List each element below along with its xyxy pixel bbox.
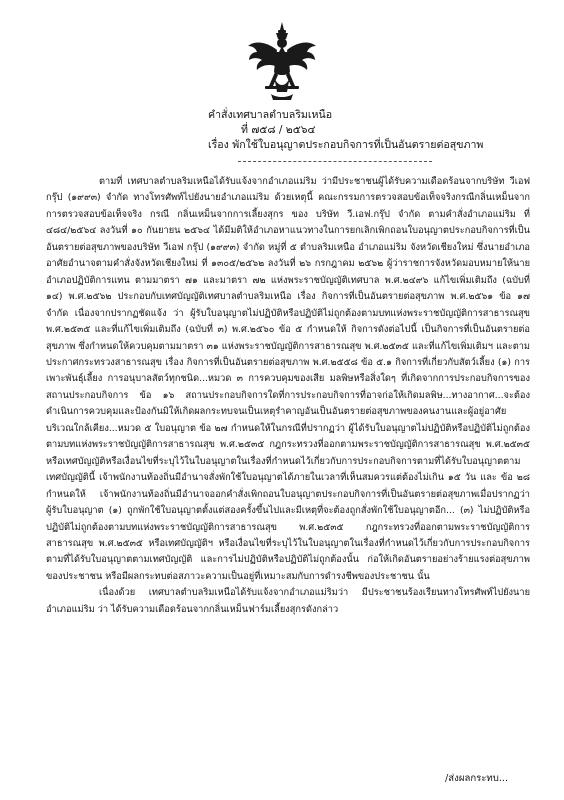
order-header: [208, 108, 548, 153]
dashed-divider: [238, 161, 432, 162]
body-paragraph: เนื่องด้วย เทศบาลตำบลริมเหนือได้รับแจ้งจากอำเภอแม่ริมว่า มีประชาชนร้องเรียนทางโทรศัพท์ไปยังนายอำเภอแม่ริม ว่า ได้รับความเดือดร้อนจากกลิ่นเหม็นฟาร์มเลี้ยงสุกรดังกล่าว: [46, 587, 530, 615]
garuda-emblem-icon: [247, 22, 317, 100]
body-paragraph: ตามที่ เทศบาลตำบลริมเหนือได้รับแจ้งจากอำเภอแม่ริม ว่ามีประชาชนผู้ได้รับความเดือดร้อนจากบริษัท วีเอฟ กรุ๊ป (๑๙๙๓) จำกัด ทางโทรศัพท์ไปยังนายอำเภอแม่ริม ด้วยเหตุนี้ คณะกรรมการตรวจสอบข้อเท็จจริงกรณีกลิ่นเหม็นจากการตรวจสอบข้อเท็จจริง กรณี กลิ่นเหม็นจากการเลี้ยงสุกร ของ บริษัท วี.เอฟ.กรุ๊ป จำกัด ตามคำสั่งอำเภอแม่ริม ที่ ๔๘๔/๒๕๖๔ ลงวันที่ ๑๐ กันยายน ๒๕๖๔ ได้มีมติให้อำเภอหาแนวทางในการยกเลิกเพิกถอนใบอนุญาตประกอบกิจการที่เป็นอันตรายต่อสุขภาพของบริษัท วีเอฟ กรุ๊ป (๑๙๙๓) จำกัด หมู่ที่ ๕ ตำบลริมเหนือ อำเภอแม่ริม จังหวัดเชียงใหม่ ซึ่งนายอำเภออาศัยอำนาจตามคำสั่งจังหวัดเชียงใหม่ ที่ ๑๓๐๕/๒๕๖๒ ลงวันที่ ๒๖ กรกฎาคม ๒๕๖๒ ผู้ว่าราชการจังหวัดมอบหมายให้นายอำเภอปฏิบัติการแทน ตามมาตรา ๗๑ และมาตรา ๗๒ แห่งพระราชบัญญัติเทศบาล พ.ศ.๒๔๙๖ แก้ไขเพิ่มเติมถึง (ฉบับที่ ๑๔) พ.ศ.๒๕๖๒ ประกอบกับเทศบัญญัติเทศบาลตำบลริมเหนือ เรื่อง กิจการที่เป็นอันตรายต่อสุขภาพ พ.ศ.๒๕๖๑ ข้อ ๑๗ จำกัด เนื่องจากปรากฏชัดแจ้ง ว่า ผู้รับใบอนุญาตไม่ปฏิบัติหรือปฏิบัติไม่ถูกต้องตามบทแห่งพระราชบัญญัติการสาธารณสุข พ.ศ.๒๕๓๕ และที่แก้ไขเพิ่มเติมถึง (ฉบับที่ ๓) พ.ศ.๒๕๖๐ ข้อ ๕ กำหนดให้ กิจการดังต่อไปนี้ เป็นกิจการที่เป็นอันตรายต่อสุขภาพ ซึ่งกำหนดให้ควบคุมตามมาตรา ๓๑ แห่งพระราชบัญญัติการสาธารณสุข พ.ศ.๒๕๓๕ และที่แก้ไขเพิ่มเติมฯ และตามประกาศกระทรวงสาธารณสุข เรื่อง กิจการที่เป็นอันตรายต่อสุขภาพ พ.ศ.๒๕๕๘ ข้อ ๕.๑ กิจการที่เกี่ยวกับสัตว์เลี้ยง (๑) การเพาะพันธุ์เลี้ยง การอนุบาลสัตว์ทุกชนิด...หมวด ๓ การควบคุมของเสีย มลพิษหรือสิ่งใดๆ ที่เกิดจากการประกอบกิจการของสถานประกอบกิจการ ข้อ ๑๖ สถานประกอบกิจการใดที่การประกอบกิจการที่อาจก่อให้เกิดมลพิษ...ทางอากาศ...จะต้องดำเนินการควบคุมและป้องกันมิให้เกิดผลกระทบจนเป็นเหตุรำคาญอันเป็นอันตรายต่อสุขภาพของคนงานและผู้อยู่อาศัยบริเวณใกล้เคียง...หมวด ๕ ใบอนุญาต ข้อ ๒๗ กำหนดให้ในกรณีที่ปรากฏว่า ผู้ได้รับใบอนุญาตไม่ปฏิบัติหรือปฏิบัติไม่ถูกต้องตามบทแห่งพระราชบัญญัติการสาธารณสุข พ.ศ.๒๕๓๕ กฎกระทรวงที่ออกตามพระราชบัญญัติการสาธารณสุข พ.ศ.๒๕๓๕ หรือเทศบัญญัติหรือเงื่อนไขที่ระบุไว้ในใบอนุญาตในเรื่องที่กำหนดไว้เกี่ยวกับการประกอบกิจการตามที่ได้รับใบอนุญาตตามเทศบัญญัตินี้ เจ้าพนักงานท้องถิ่นมีอำนาจสั่งพักใช้ใบอนุญาตได้ภายในเวลาที่เห็นสมควรแต่ต้องไม่เกิน ๑๕ วัน และ ข้อ ๒๘ กำหนดให้ เจ้าพนักงานท้องถิ่นมีอำนาจออกคำสั่งเพิกถอนใบอนุญาตประกอบกิจการที่เป็นอันตรายต่อสุขภาพเมื่อปรากฏว่าผู้รับใบอนุญาต (๑) ถูกพักใช้ใบอนุญาตตั้งแต่สองครั้งขึ้นไปและมีเหตุที่จะต้องถูกสั่งพักใช้ใบอนุญาตอีก... (๓) ไม่ปฏิบัติหรือปฏิบัติไม่ถูกต้องตามบทแห่งพระราชบัญญัติการสาธารณสุข พ.ศ.๒๕๓๕ กฎกระทรวงที่ออกตามพระราชบัญญัติการสาธารณสุข พ.ศ.๒๕๓๕ หรือเทศบัญญัติฯ หรือเงื่อนไขที่ระบุไว้ในใบอนุญาตในเรื่องที่กำหนดไว้เกี่ยวกับการประกอบกิจการตามที่ได้รับใบอนุญาตตามเทศบัญญัติ และการไม่ปฏิบัติหรือปฏิบัติไม่ถูกต้องนั้น ก่อให้เกิดอันตรายอย่างร้ายแรงต่อสุขภาพของประชาชน หรือมีผลกระทบต่อสภาวะความเป็นอยู่ที่เหมาะสมกับการดำรงชีพของประชาชน นั้น: [46, 176, 530, 582]
continuation-note: /ส่งผลกระทบ...: [445, 773, 508, 784]
order-number: ที่ ๗๕๘ / ๒๕๖๔: [241, 124, 316, 136]
order-body: [46, 174, 530, 618]
order-title: คำสั่งเทศบาลตำบลริมเหนือ: [208, 109, 333, 121]
order-subject: เรื่อง พักใช้ใบอนุญาตประกอบกิจการที่เป็นอันตรายต่อสุขภาพ: [208, 139, 484, 151]
